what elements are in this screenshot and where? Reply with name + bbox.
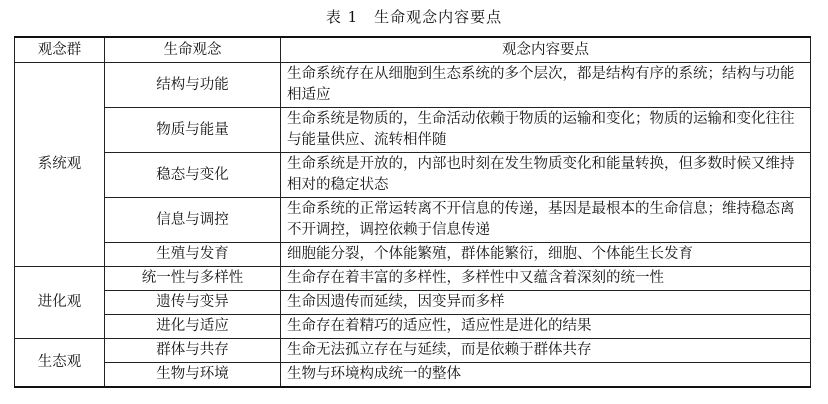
points-cell: 生命无法孤立存在与延续，而是依赖于群体共存 <box>281 339 811 363</box>
table-row <box>15 291 811 315</box>
header-concept: 生命观念 <box>105 37 281 63</box>
points-cell: 生命存在着精巧的适应性，适应性是进化的结果 <box>281 315 811 339</box>
group-cell: 生态观 <box>15 339 105 388</box>
table-row <box>15 63 811 108</box>
concept-cell: 生殖与发育 <box>105 243 281 267</box>
header-points: 观念内容要点 <box>281 37 811 63</box>
points-cell: 细胞能分裂，个体能繁殖，群体能繁衍，细胞、个体能生长发育 <box>281 243 811 267</box>
points-cell: 生命系统是物质的，生命活动依赖于物质的运输和变化；物质的运输和变化往往与能量供应、流转相伴随 <box>281 108 811 153</box>
table-caption: 表 1 生命观念内容要点 <box>325 8 503 26</box>
table-row <box>15 363 811 388</box>
table-row <box>15 339 811 363</box>
points-cell: 生命系统存在从细胞到生态系统的多个层次，都是结构有序的系统；结构与功能相适应 <box>281 63 811 108</box>
concept-cell: 遗传与变异 <box>105 291 281 315</box>
points-cell: 生物与环境构成统一的整体 <box>281 363 811 388</box>
points-cell: 生命存在着丰富的多样性，多样性中又蕴含着深刻的统一性 <box>281 267 811 291</box>
table-row <box>15 243 811 267</box>
concept-cell: 进化与适应 <box>105 315 281 339</box>
table-row <box>15 315 811 339</box>
table-row <box>15 153 811 198</box>
header-row <box>15 37 811 63</box>
points-cell: 生命因遗传而延续，因变异而多样 <box>281 291 811 315</box>
concept-cell: 群体与共存 <box>105 339 281 363</box>
table-row <box>15 108 811 153</box>
concept-cell: 生物与环境 <box>105 363 281 388</box>
group-cell: 系统观 <box>15 63 105 267</box>
table-row <box>15 267 811 291</box>
header-group: 观念群 <box>15 37 105 63</box>
table-row <box>15 198 811 243</box>
concept-table <box>14 36 811 388</box>
points-cell: 生命系统是开放的，内部也时刻在发生物质变化和能量转换，但多数时候又维持相对的稳定状态 <box>281 153 811 198</box>
concept-cell: 统一性与多样性 <box>105 267 281 291</box>
concept-cell: 信息与调控 <box>105 198 281 243</box>
group-cell: 进化观 <box>15 267 105 339</box>
concept-cell: 物质与能量 <box>105 108 281 153</box>
concept-cell: 稳态与变化 <box>105 153 281 198</box>
points-cell: 生命系统的正常运转离不开信息的传递，基因是最根本的生命信息；维持稳态离不开调控，调控依赖于信息传递 <box>281 198 811 243</box>
concept-cell: 结构与功能 <box>105 63 281 108</box>
